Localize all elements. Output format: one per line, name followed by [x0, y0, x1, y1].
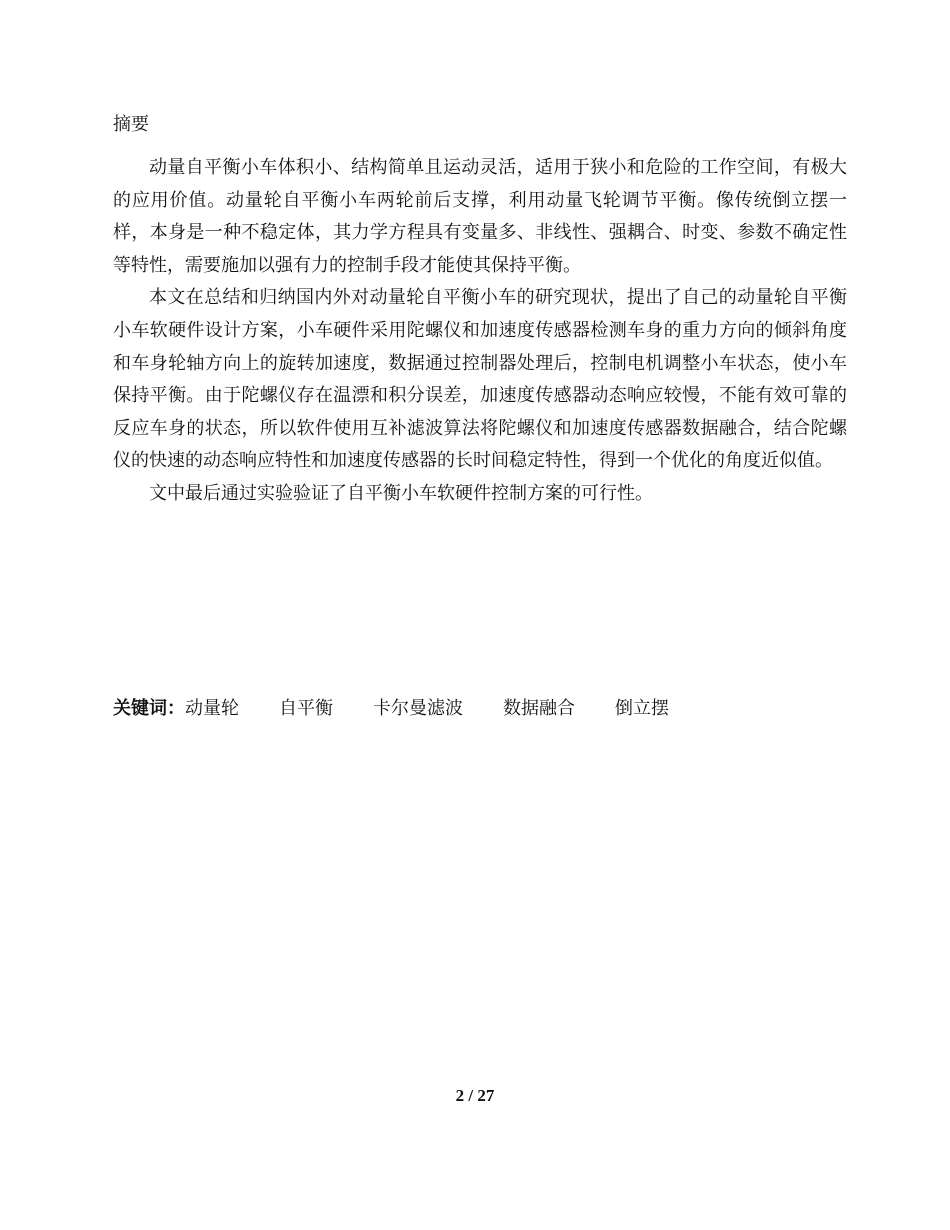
- abstract-paragraph: 文中最后通过实验验证了自平衡小车软硬件控制方案的可行性。: [149, 482, 653, 504]
- keyword-item: 倒立摆: [615, 698, 669, 719]
- page-number: 2 / 27: [455, 1086, 495, 1105]
- keyword-item: 数据融合: [503, 698, 575, 719]
- keywords-line: [113, 696, 709, 722]
- abstract-body: [113, 152, 847, 511]
- keyword-item: 卡尔曼滤波: [373, 698, 463, 719]
- abstract-paragraph: 动量自平衡小车体积小、结构简单且运动灵活，适用于狭小和危险的工作空间，有极大的应用价值。动量轮自平衡小车两轮前后支撑，利用动量飞轮调节平衡。像传统倒立摆一样，本身是一种不稳定体，其力学方程具有变量多、非线性、强耦合、时变、参数不确定性等特性，需要施加以强有力的控制手段才能使其保持平衡。: [113, 157, 847, 276]
- abstract-heading: 摘要: [113, 114, 149, 135]
- keyword-item: 动量轮: [185, 698, 239, 719]
- keyword-item: 自平衡: [279, 698, 333, 719]
- keywords-label: 关键词：: [113, 698, 185, 719]
- abstract-paragraph: 本文在总结和归纳国内外对动量轮自平衡小车的研究现状，提出了自己的动量轮自平衡小车软硬件设计方案，小车硬件采用陀螺仪和加速度传感器检测车身的重力方向的倾斜角度和车身轮轴方向上的旋转加速度，数据通过控制器处理后，控制电机调整小车状态，使小车保持平衡。由于陀螺仪存在温漂和积分误差，加速度传感器动态响应较慢，不能有效可靠的反应车身的状态，所以软件使用互补滤波算法将陀螺仪和加速度传感器数据融合，结合陀螺仪的快速的动态响应特性和加速度传感器的长时间稳定特性，得到一个优化的角度近似值。: [113, 287, 847, 472]
